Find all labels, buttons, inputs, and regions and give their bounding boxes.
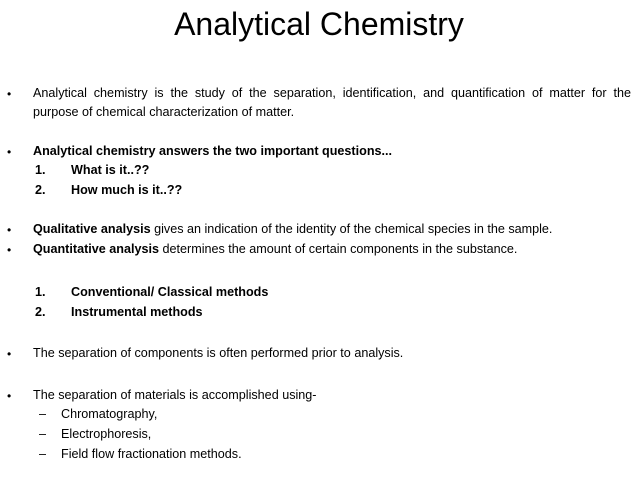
question-text: How much is it..?? (71, 183, 183, 197)
question-text: What is it..?? (71, 163, 150, 177)
technique-item: Electrophoresis, (61, 427, 152, 441)
bullet-marker: • (7, 347, 12, 361)
quantitative-paragraph (33, 240, 631, 259)
dash-marker: – (39, 427, 47, 441)
questions-intro: Analytical chemistry answers the two important questions... (33, 144, 393, 158)
bullet-marker: • (7, 223, 12, 237)
materials-paragraph: The separation of materials is accomplished using- (33, 388, 317, 402)
method-text: Conventional/ Classical methods (71, 285, 269, 299)
qualitative-description: gives an indication of the identity of the chemical species in the sample. (150, 222, 553, 236)
dash-marker: – (39, 447, 47, 461)
bullet-marker: • (7, 243, 12, 257)
slide-title: Analytical Chemistry (174, 6, 464, 42)
quantitative-term: Quantitative analysis (33, 242, 159, 256)
bullet-marker: • (7, 389, 12, 403)
bullet-marker: • (7, 87, 12, 101)
separation-paragraph: The separation of components is often performed prior to analysis. (33, 346, 404, 360)
technique-item: Field flow fractionation methods. (61, 447, 242, 461)
question-number: 1. (35, 163, 46, 177)
bullet-marker: • (7, 145, 12, 159)
method-number: 2. (35, 305, 46, 319)
method-text: Instrumental methods (71, 305, 203, 319)
dash-marker: – (39, 407, 47, 421)
method-number: 1. (35, 285, 46, 299)
qualitative-term: Qualitative analysis (33, 222, 151, 236)
quantitative-description: determines the amount of certain components in the substance. (159, 242, 518, 256)
technique-item: Chromatography, (61, 407, 158, 421)
definition-paragraph: Analytical chemistry is the study of the separation, identification, and quantification of matter for the purpose of chemical characterization of matter. (33, 86, 631, 119)
qualitative-paragraph (33, 220, 631, 239)
question-number: 2. (35, 183, 46, 197)
